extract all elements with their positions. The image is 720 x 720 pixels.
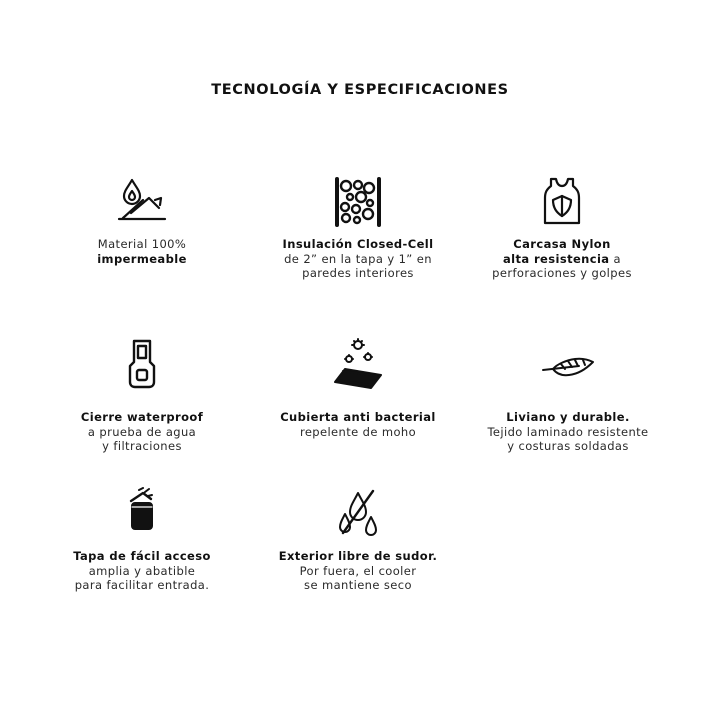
feature-icon bbox=[538, 338, 598, 390]
feature-line: se mantiene seco bbox=[304, 578, 412, 592]
feature-line-bold: Exterior libre de sudor. bbox=[278, 549, 438, 563]
nylon-shield-icon bbox=[532, 176, 592, 228]
feature-line-bold: Carcasa Nylon bbox=[513, 237, 611, 251]
feature-line: y filtraciones bbox=[102, 439, 182, 453]
feature-text bbox=[452, 237, 672, 281]
feature-line-bold: Tapa de fácil acceso bbox=[73, 549, 211, 563]
feature-line: Material 100% bbox=[97, 237, 187, 251]
feature-line: a bbox=[609, 251, 621, 266]
feature-line: de 2” en la tapa y 1” en bbox=[284, 251, 432, 266]
feature-text bbox=[248, 237, 468, 281]
feature-line: y costuras soldadas bbox=[507, 439, 629, 453]
no-sweat-icon bbox=[328, 487, 388, 539]
feature-line-bold: alta resistencia bbox=[503, 251, 610, 266]
insulation-cells-icon bbox=[328, 176, 388, 228]
feature-line-bold: impermeable bbox=[97, 251, 187, 266]
feature-text bbox=[32, 549, 252, 593]
feature-line: repelente de moho bbox=[299, 424, 417, 439]
feature-text bbox=[32, 410, 252, 454]
feature-line: para facilitar entrada. bbox=[74, 578, 210, 592]
feature-text bbox=[32, 237, 252, 266]
zipper-icon bbox=[112, 338, 172, 390]
water-drop-icon bbox=[112, 176, 172, 228]
feature-line: paredes interiores bbox=[302, 266, 414, 280]
feature-line-bold: Cubierta anti bacterial bbox=[280, 410, 436, 424]
lid-access-icon bbox=[112, 487, 172, 539]
feature-line-bold: Insulación Closed-Cell bbox=[282, 237, 434, 251]
feature-line: Por fuera, el cooler bbox=[299, 563, 417, 578]
page-title: TECNOLOGÍA Y ESPECIFICACIONES bbox=[211, 82, 509, 98]
feature-line: a prueba de agua bbox=[87, 424, 197, 439]
feature-line-bold: Liviano y durable. bbox=[506, 410, 630, 424]
antibacterial-icon bbox=[328, 338, 388, 390]
feature-line-bold: Cierre waterproof bbox=[80, 410, 204, 424]
feather-icon bbox=[541, 338, 595, 390]
feature-line: Tejido laminado resistente bbox=[487, 424, 649, 439]
feature-line: amplia y abatible bbox=[88, 563, 196, 578]
feature-text bbox=[248, 410, 468, 439]
feature-text bbox=[458, 410, 678, 454]
feature-line: perforaciones y golpes bbox=[492, 266, 632, 280]
feature-text bbox=[248, 549, 468, 593]
